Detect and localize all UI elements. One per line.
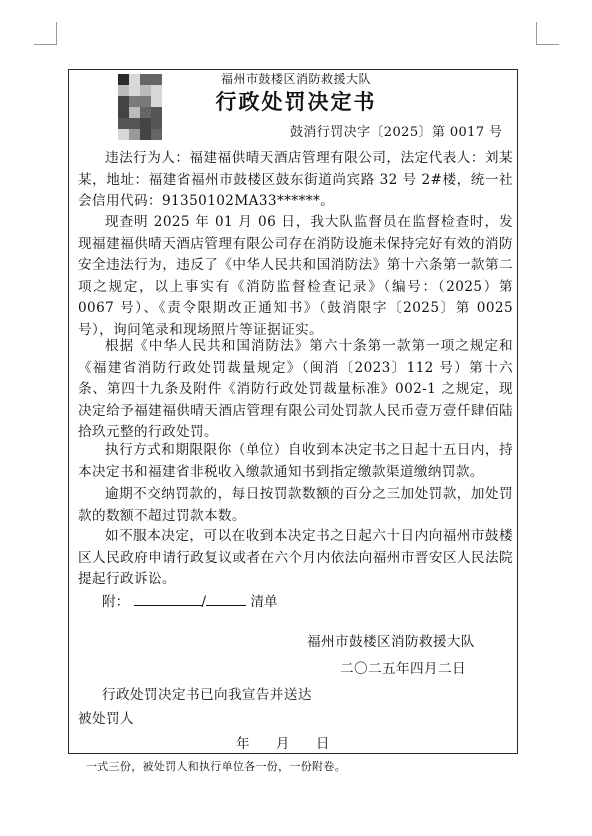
- seal-mosaic-cell: [118, 129, 129, 140]
- attachment-line: [102, 590, 278, 610]
- signature-date: 二〇二五年四月二日: [340, 661, 466, 677]
- signature-organization: 福州市鼓楼区消防救援大队: [307, 634, 475, 650]
- document-title: 行政处罚决定书: [215, 89, 377, 114]
- footnote: 一式三份，被处罚人和执行单位各一份，一份附卷。: [86, 760, 346, 773]
- crop-mark-top-left: [34, 22, 57, 45]
- penalized-person-label: 被处罚人: [78, 711, 134, 727]
- seal-mosaic-cell: [129, 118, 140, 129]
- seal-mosaic-cell: [140, 118, 151, 129]
- issuing-organization: 福州市鼓楼区消防救援大队: [220, 72, 371, 86]
- receipt-date-blank: 年 月 日: [236, 736, 330, 752]
- attachment-label: 附：: [102, 594, 130, 610]
- document-number: 鼓消行罚决字〔2025〕第 0017 号: [290, 125, 503, 140]
- receipt-statement: 行政处罚决定书已向我宣告并送达: [102, 687, 312, 703]
- seal-mosaic-cell: [140, 129, 151, 140]
- seal-mosaic-cell: [151, 118, 162, 129]
- seal-mosaic-cell: [118, 118, 129, 129]
- paragraph-payment-terms: 执行方式和期限限你（单位）自收到本决定书之日起十五日内，持本决定书和福建省非税收入缴款通知书到指定缴款渠道缴纳罚款。: [78, 442, 513, 480]
- attachment-slash: /: [201, 594, 207, 610]
- attachment-suffix: 清单: [250, 594, 278, 610]
- paragraph-penalty-basis: 根据《中华人民共和国消防法》第六十条第一款第一项之规定和《福建省消防行政处罚裁量规定》（闽消〔2023〕112 号）第十六条、第四十九条及附件《消防行政处罚裁量标准》002-1 之规定，现决定给予福建福供晴天酒店管理有限公司处罚款人民币壹万壹仟肆佰陆拾玖元整的行政处罚。: [78, 338, 513, 441]
- paragraph-offender: 违法行为人：福建福供晴天酒店管理有限公司，法定代表人：刘某某，地址：福建省福州市鼓楼区鼓东街道尚宾路 32 号 2#楼，统一社会信用代码：91350102MA33******。: [78, 150, 513, 210]
- attachment-blank-2: [206, 593, 246, 606]
- paragraph-appeal-rights: 如不服本决定，可以在收到本决定书之日起六十日内向福州市鼓楼区人民政府申请行政复议或者在六个月内依法向福州市晋安区人民法院提起行政诉讼。: [78, 528, 513, 588]
- paragraph-facts: 现查明 2025 年 01 月 06 日，我大队监督员在监督检查时，发现福建福供晴天酒店管理有限公司存在消防设施未保持完好有效的消防安全违法行为，违反了《中华人民共和国消防法》第十六条第一款第二项之规定，以上事实有《消防监督检查记录》（编号：（2025）第 0067 号）、《责令限期改正通知书》（鼓消限字〔2025〕第 0025 号），询问笔录和现场照片等证据证实。: [78, 214, 513, 338]
- attachment-blank-1: [134, 593, 202, 606]
- seal-mosaic-cell: [129, 129, 140, 140]
- crop-mark-top-right: [536, 22, 559, 45]
- seal-mosaic-cell: [151, 129, 162, 140]
- paragraph-late-fee: 逾期不交纳罚款的，每日按罚款数额的百分之三加处罚款，加处罚款的数额不超过罚款本数。: [78, 486, 513, 524]
